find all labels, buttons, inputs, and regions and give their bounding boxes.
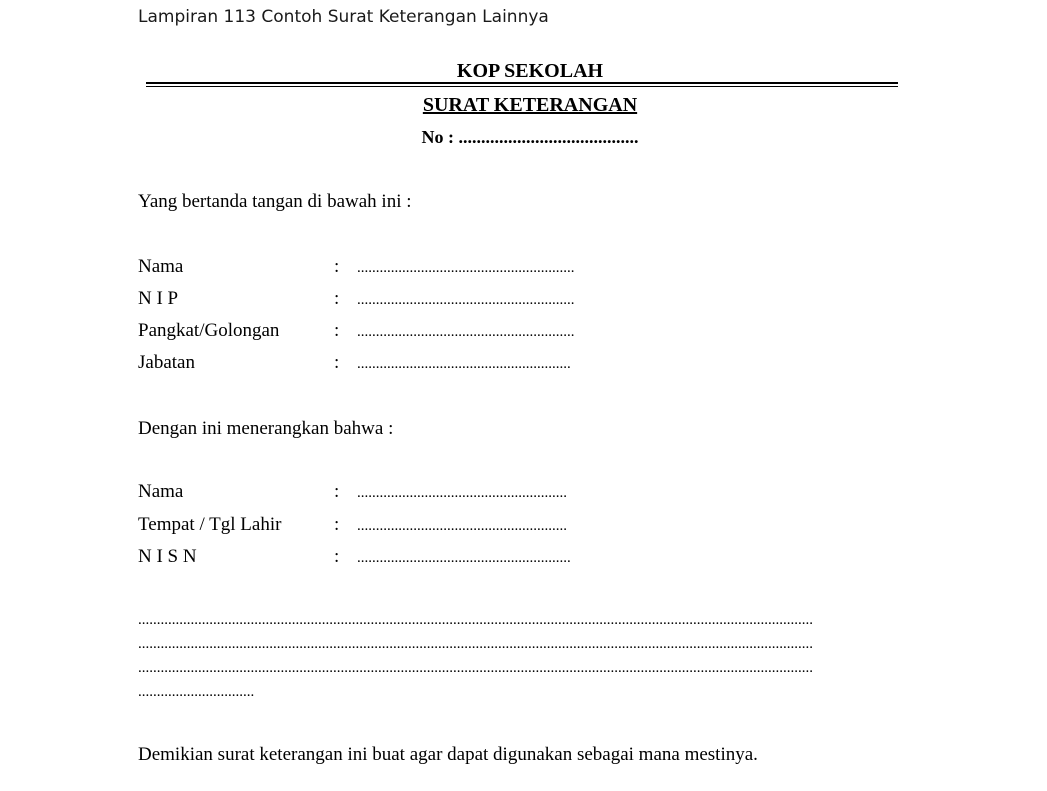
field-colon: : bbox=[334, 288, 340, 309]
body-line: .................................................................................................................................................................................... bbox=[138, 660, 813, 676]
field-blank: ........................................................ bbox=[357, 485, 567, 501]
field-colon: : bbox=[334, 320, 340, 341]
document-caption: Lampiran 113 Contoh Surat Keterangan Lainnya bbox=[138, 7, 549, 27]
field-blank: .......................................................... bbox=[357, 260, 575, 276]
school-letterhead: KOP SEKOLAH bbox=[456, 60, 604, 82]
field-colon: : bbox=[334, 514, 340, 535]
letterhead-rule-thin bbox=[146, 86, 898, 87]
letter-number: No : ........................................ bbox=[421, 127, 639, 147]
field-label: N I S N bbox=[138, 546, 197, 567]
field-label: Tempat / Tgl Lahir bbox=[138, 514, 282, 535]
field-label: Nama bbox=[138, 481, 184, 502]
field-label: Pangkat/Golongan bbox=[138, 320, 280, 341]
subject-intro: Dengan ini menerangkan bahwa : bbox=[138, 418, 394, 439]
body-line: .................................................................................................................................................................................... bbox=[138, 636, 813, 652]
field-label: Jabatan bbox=[138, 352, 195, 373]
signer-intro: Yang bertanda tangan di bawah ini : bbox=[138, 191, 412, 212]
field-blank: ........................................................ bbox=[357, 518, 567, 534]
field-colon: : bbox=[334, 546, 340, 567]
field-blank: .......................................................... bbox=[357, 292, 575, 308]
body-line: ............................... bbox=[138, 684, 255, 700]
field-blank: .......................................................... bbox=[357, 324, 575, 340]
letter-title: SURAT KETERANGAN bbox=[422, 94, 638, 116]
field-colon: : bbox=[334, 481, 340, 502]
field-blank: ......................................................... bbox=[357, 550, 571, 566]
field-label: N I P bbox=[138, 288, 179, 309]
closing-statement: Demikian surat keterangan ini buat agar dapat digunakan sebagai mana mestinya. bbox=[138, 744, 758, 765]
field-blank: ......................................................... bbox=[357, 356, 571, 372]
field-colon: : bbox=[334, 352, 340, 373]
field-colon: : bbox=[334, 256, 340, 277]
body-line: .................................................................................................................................................................................... bbox=[138, 612, 813, 628]
field-label: Nama bbox=[138, 256, 184, 277]
letterhead-rule-thick bbox=[146, 82, 898, 84]
